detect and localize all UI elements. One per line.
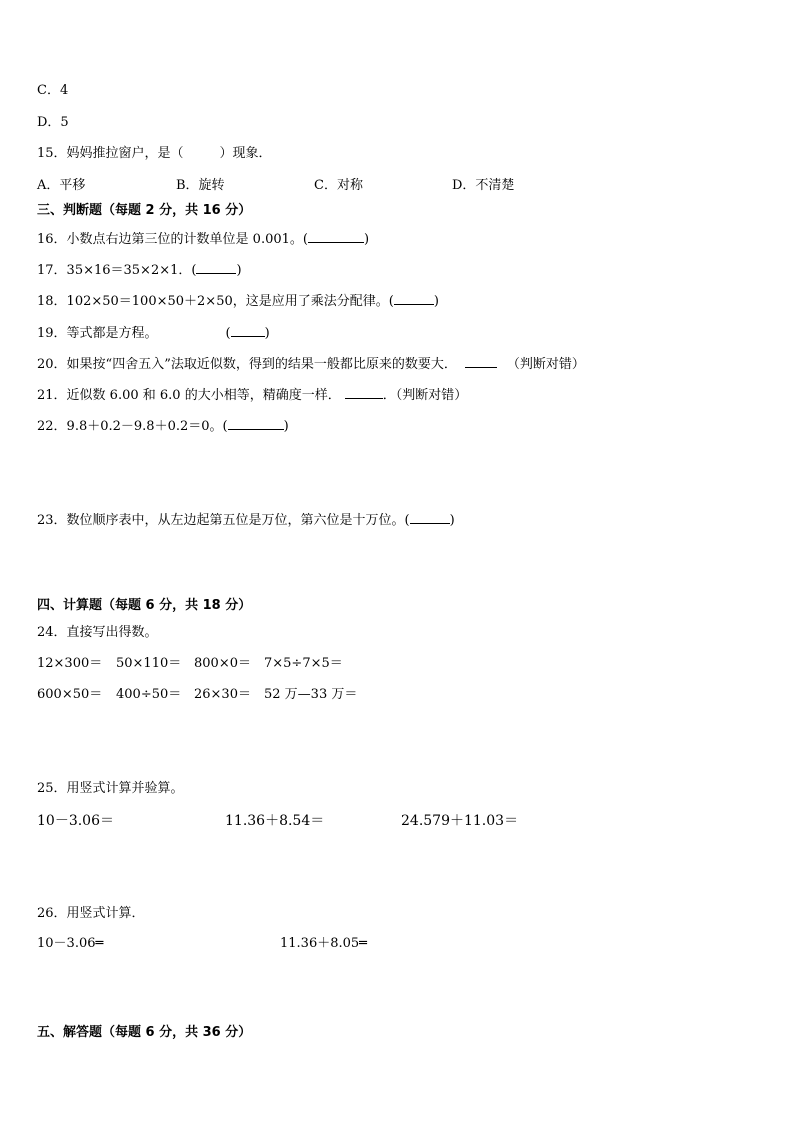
option-c: C．4	[37, 83, 69, 98]
calc-item: 11.36＋8.54＝	[225, 813, 325, 829]
question-21-text: 21．近似数 6.00 和 6.0 的大小相等，精确度一样．	[37, 388, 341, 403]
question-17	[37, 261, 242, 279]
question-16-text: 16．小数点右边第三位的计数单位是 0.001。(	[37, 232, 308, 247]
q15-option-b: B．旋转	[176, 178, 225, 193]
question-19	[37, 324, 270, 342]
answer-blank[interactable]	[196, 261, 236, 274]
question-18	[37, 292, 439, 310]
paren-close: )	[433, 294, 439, 309]
question-22	[37, 417, 289, 435]
paren-open: (	[225, 326, 231, 341]
judge-hint: （判断对错）	[506, 357, 585, 372]
question-17-text: 17．35×16＝35×2×1．(	[37, 263, 197, 278]
calc-item: 12×300＝	[37, 656, 103, 671]
section-3-heading: 三、判断题（每题 2 分，共 16 分）	[37, 203, 252, 218]
question-23-text: 23．数位顺序表中，从左边起第五位是万位，第六位是十万位。(	[37, 513, 410, 528]
calc-item: 11.36＋8.05═	[280, 936, 367, 951]
calc-item: 800×0＝	[194, 656, 251, 671]
question-15	[37, 146, 272, 162]
question-23	[37, 511, 455, 529]
calc-item: 600×50＝	[37, 687, 103, 702]
question-24-title: 24．直接写出得数。	[37, 625, 158, 640]
answer-blank[interactable]	[308, 230, 364, 243]
answer-blank[interactable]	[394, 292, 434, 305]
judge-hint: ．（判断对错）	[382, 388, 468, 403]
paren-close: )	[236, 263, 242, 278]
paren-close: )	[449, 513, 455, 528]
question-22-text: 22．9.8＋0.2－9.8＋0.2＝0。(	[37, 419, 228, 434]
question-21	[37, 386, 467, 404]
section-5-heading: 五、解答题（每题 6 分，共 36 分）	[37, 1025, 252, 1040]
question-25-title: 25．用竖式计算并验算。	[37, 781, 184, 796]
option-d: D．5	[37, 115, 69, 130]
question-26-title: 26．用竖式计算．	[37, 906, 145, 921]
answer-blank[interactable]	[465, 355, 497, 368]
q15-option-a: A．平移	[37, 178, 86, 193]
section-4-heading: 四、计算题（每题 6 分，共 18 分）	[37, 598, 252, 613]
calc-item: 10－3.06＝	[37, 813, 114, 829]
answer-blank[interactable]	[228, 417, 284, 430]
question-15-stem: 15．妈妈推拉窗户，是（	[37, 146, 184, 161]
calc-item: 50×110＝	[116, 656, 182, 671]
question-15-stem-end: ）现象．	[219, 146, 272, 161]
answer-blank[interactable]	[345, 386, 383, 399]
calc-item: 26×30＝	[194, 687, 251, 702]
paren-close: )	[363, 232, 370, 247]
question-19-text: 19．等式都是方程。	[37, 326, 158, 341]
q15-option-c: C．对称	[314, 178, 363, 193]
calc-item: 24.579＋11.03＝	[401, 813, 519, 829]
paren-close: )	[264, 326, 270, 341]
calc-item: 52 万—33 万＝	[264, 687, 358, 702]
question-18-text: 18．102×50＝100×50＋2×50，这是应用了乘法分配律。(	[37, 294, 394, 309]
question-20-text: 20．如果按“四舍五入”法取近似数，得到的结果一般都比原来的数要大．	[37, 357, 457, 372]
calc-item: 400÷50＝	[116, 687, 182, 702]
question-20	[37, 355, 585, 373]
calc-item: 10－3.06═	[37, 936, 104, 951]
q15-option-d: D．不清楚	[452, 178, 515, 193]
answer-blank[interactable]	[410, 511, 450, 524]
calc-item: 7×5÷7×5＝	[264, 656, 343, 671]
answer-blank[interactable]	[231, 324, 265, 337]
question-16	[37, 230, 369, 248]
paren-close: )	[283, 419, 289, 434]
